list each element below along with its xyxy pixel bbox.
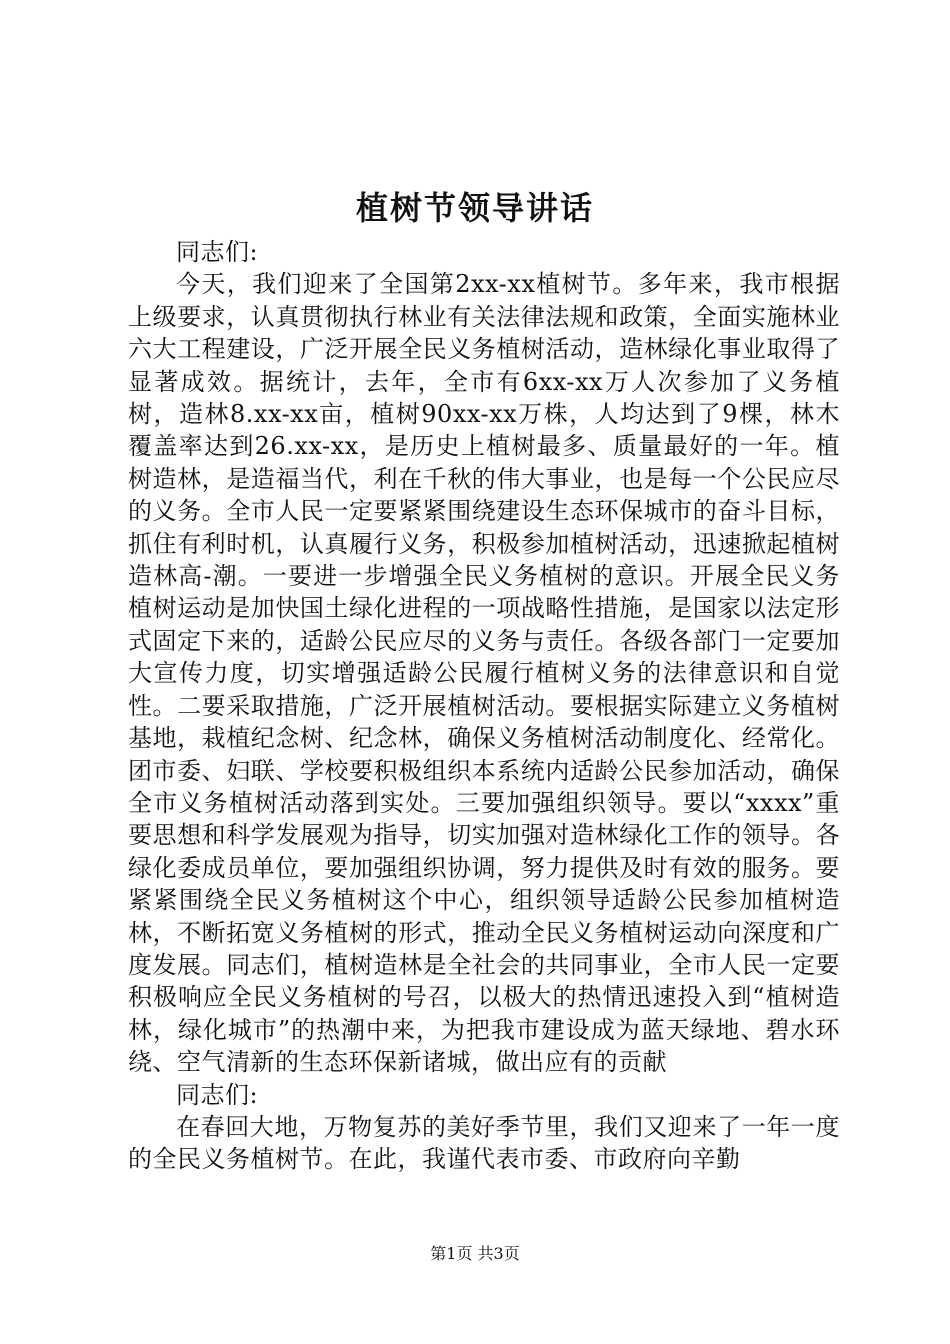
document-title: 植树节领导讲话 xyxy=(355,189,594,227)
salutation-2: 同志们: xyxy=(176,1080,259,1109)
page-footer: 第1页 共3页 xyxy=(430,1244,520,1263)
speech-paragraph-2: 在春回大地，万物复苏的美好季节里，我们又迎来了一年一度的全民义务植树节。在此，我谨代表市委、市政府向辛勤 xyxy=(128,1112,840,1174)
speech-paragraph-1: 今天，我们迎来了全国第2xx-xx植树节。多年来，我市根据上级要求，认真贯彻执行林业有关法律法规和政策，全面实施林业六大工程建设，广泛开展全民义务植树活动，造林绿化事业取得了显著成效。据统计，去年，全市有6xx-xx万人次参加了义务植树，造林8.xx-xx亩，植树90xx-xx万株，人均达到了9棵，林木覆盖率达到26.xx-xx，是历史上植树最多、质量最好的一年。植树造林，是造福当代，利在千秋的伟大事业，也是每一个公民应尽的义务。全市人民一定要紧紧围绕建设生态环保城市的奋斗目标，抓住有利时机，认真履行义务，积极参加植树活动，迅速掀起植树造林高-潮。一要进一步增强全民义务植树的意识。开展全民义务植树运动是加快国土绿化进程的一项战略性措施，是国家以法定形式固定下来的，适龄公民应尽的义务与责任。各级各部门一定要加大宣传力度，切实增强适龄公民履行植树义务的法律意识和自觉性。二要采取措施，广泛开展植树活动。要根据实际建立义务植树基地，栽植纪念树、纪念林，确保义务植树活动制度化、经常化。团市委、妇联、学校要积极组织本系统内适龄公民参加活动，确保全市义务植树活动落到实处。三要加强组织领导。要以“xxxx”重要思想和科学发展观为指导，切实加强对造林绿化工作的领导。各绿化委成员单位，要加强组织协调，努力提供及时有效的服务。要紧紧围绕全民义务植树这个中心，组织领导适龄公民参加植树造林，不断拓宽义务植树的形式，推动全民义务植树运动向深度和广度发展。同志们，植树造林是全社会的共同事业，全市人民一定要积极响应全民义务植树的号召，以极大的热情迅速投入到“植树造林，绿化城市”的热潮中来，为把我市建设成为蓝天绿地、碧水环绕、空气清新的生态环保新诸城，做出应有的贡献 xyxy=(128,270,840,1077)
salutation-1: 同志们: xyxy=(176,238,259,266)
document-body xyxy=(128,236,840,1176)
